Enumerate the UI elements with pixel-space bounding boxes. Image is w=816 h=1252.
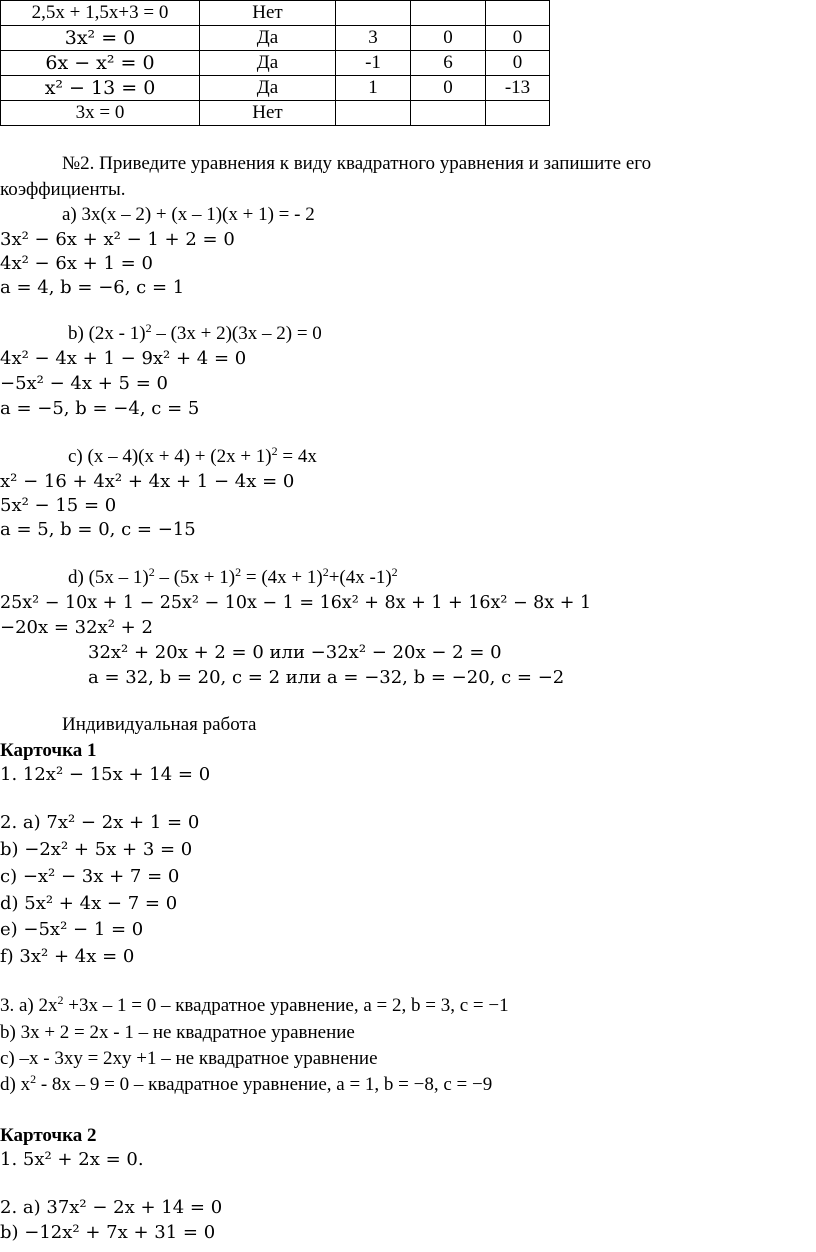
table-cell: Да — [200, 26, 336, 51]
answers-table-body — [1, 1, 550, 126]
task2-d-label — [68, 567, 398, 589]
task2-a-label: a) 3x(x – 2) + (x – 1)(x + 1) = - 2 — [62, 204, 315, 225]
card1-q2f: f) 3x² + 4x = 0 — [0, 946, 135, 967]
card1-q3d-part: - 8x – 9 = 0 – квадратное уравнение, a = 1, b = −8, c = −9 — [36, 1074, 493, 1095]
task2-c-step2: 5x² − 15 = 0 — [0, 495, 117, 516]
card1-q2b: b) −2x² + 5x + 3 = 0 — [0, 839, 193, 860]
task2-c-label-part: c) (x – 4)(x + 4) + (2x + 1) — [68, 446, 272, 467]
exponent: 2 — [148, 565, 155, 579]
card1-q1: 1. 12x² − 15x + 14 = 0 — [0, 764, 211, 785]
table-cell: 0 — [411, 76, 486, 101]
table-cell: 1 — [336, 76, 411, 101]
table-cell: 0 — [411, 26, 486, 51]
task2-d-label-part: +(4x -1) — [328, 567, 392, 588]
table-row — [1, 51, 550, 76]
card1-q3a — [0, 995, 509, 1017]
card1-q3c: c) –x - 3xy = 2xy +1 – не квадратное уравнение — [0, 1048, 378, 1069]
individual-work-title: Индивидуальная работа — [62, 714, 257, 735]
task2-c-coefficients: a = 5, b = 0, c = −15 — [0, 519, 196, 540]
card1-q2c: c) −x² − 3x + 7 = 0 — [0, 866, 180, 887]
table-row — [1, 101, 550, 126]
answers-table — [0, 0, 550, 126]
exponent: 2 — [145, 321, 152, 335]
table-cell — [336, 1, 411, 26]
card2-q2a: 2. a) 37x² − 2x + 14 = 0 — [0, 1197, 223, 1218]
table-row — [1, 26, 550, 51]
table-cell: Да — [200, 51, 336, 76]
card1-title: Карточка 1 — [0, 740, 97, 761]
task2-c-step1: x² − 16 + 4x² + 4x + 1 − 4x = 0 — [0, 471, 295, 492]
card1-q3d — [0, 1074, 492, 1096]
task2-d-step3: 32x² + 20x + 2 = 0 или −32x² − 20x − 2 = 0 — [88, 642, 502, 663]
task2-d-step2: −20x = 32x² + 2 — [0, 617, 153, 638]
task2-a-step2: 4x² − 6x + 1 = 0 — [0, 253, 153, 274]
exponent: 2 — [30, 1072, 37, 1086]
task2-d-step1: 25x² − 10x + 1 − 25x² − 10x − 1 = 16x² + 8x + 1 + 16x² − 8x + 1 — [0, 593, 592, 613]
card1-q3a-part: +3x – 1 = 0 – квадратное уравнение, a = 2, b = 3, c = −1 — [63, 995, 509, 1016]
card2-q1: 1. 5x² + 2x = 0. — [0, 1149, 144, 1170]
card1-q3b: b) 3x + 2 = 2x - 1 – не квадратное уравнение — [0, 1022, 355, 1043]
table-cell: 3 — [336, 26, 411, 51]
task2-d-coefficients: a = 32, b = 20, c = 2 или a = −32, b = −20, c = −2 — [88, 667, 565, 688]
exponent: 2 — [235, 565, 242, 579]
task2-heading-line1: №2. Приведите уравнения к виду квадратного уравнения и запишите его — [62, 153, 652, 174]
card2-title: Карточка 2 — [0, 1125, 97, 1146]
table-cell: 0 — [486, 51, 550, 76]
card1-q3d-part: d) x — [0, 1074, 31, 1095]
table-cell — [486, 101, 550, 126]
card1-q2a: 2. a) 7x² − 2x + 1 = 0 — [0, 812, 200, 833]
task2-d-label-part: = (4x + 1) — [241, 567, 323, 588]
task2-d-label-part: d) (5x – 1) — [68, 567, 149, 588]
table-cell: 3x² = 0 — [1, 26, 200, 51]
table-row — [1, 1, 550, 26]
task2-b-step2: −5x² − 4x + 5 = 0 — [0, 373, 168, 394]
table-cell — [411, 1, 486, 26]
table-cell — [486, 1, 550, 26]
task2-b-coefficients: a = −5, b = −4, c = 5 — [0, 398, 200, 419]
table-cell: Да — [200, 76, 336, 101]
table-cell: -1 — [336, 51, 411, 76]
card1-q2d: d) 5x² + 4x − 7 = 0 — [0, 893, 178, 914]
table-cell — [411, 101, 486, 126]
table-cell: Нет — [200, 1, 336, 26]
table-row — [1, 76, 550, 101]
task2-b-step1: 4x² − 4x + 1 − 9x² + 4 = 0 — [0, 348, 247, 369]
task2-heading-line2: коэффициенты. — [0, 179, 126, 200]
table-cell — [336, 101, 411, 126]
task2-b-label-part: b) (2x - 1) — [68, 323, 146, 344]
table-cell: 3x = 0 — [1, 101, 200, 126]
exponent: 2 — [322, 565, 329, 579]
card2-q2b: b) −12x² + 7x + 31 = 0 — [0, 1222, 216, 1243]
table-cell: 2,5x + 1,5x+3 = 0 — [1, 1, 200, 26]
table-cell: x² − 13 = 0 — [1, 76, 200, 101]
table-cell: Нет — [200, 101, 336, 126]
table-cell: -13 — [486, 76, 550, 101]
card1-q2e: e) −5x² − 1 = 0 — [0, 919, 144, 940]
task2-b-label — [68, 323, 322, 345]
task2-b-label-part: – (3x + 2)(3x – 2) = 0 — [151, 323, 322, 344]
task2-c-label — [68, 446, 317, 468]
task2-a-step1: 3x² − 6x + x² − 1 + 2 = 0 — [0, 229, 235, 250]
task2-d-label-part: – (5x + 1) — [154, 567, 236, 588]
table-cell: 6 — [411, 51, 486, 76]
card1-q3a-part: 3. a) 2x — [0, 995, 58, 1016]
task2-a-coefficients: a = 4, b = −6, c = 1 — [0, 277, 185, 298]
table-cell: 0 — [486, 26, 550, 51]
exponent: 2 — [57, 993, 64, 1007]
exponent: 2 — [271, 444, 278, 458]
exponent: 2 — [391, 565, 398, 579]
table-cell: 6x − x² = 0 — [1, 51, 200, 76]
task2-c-label-part: = 4x — [277, 446, 317, 467]
